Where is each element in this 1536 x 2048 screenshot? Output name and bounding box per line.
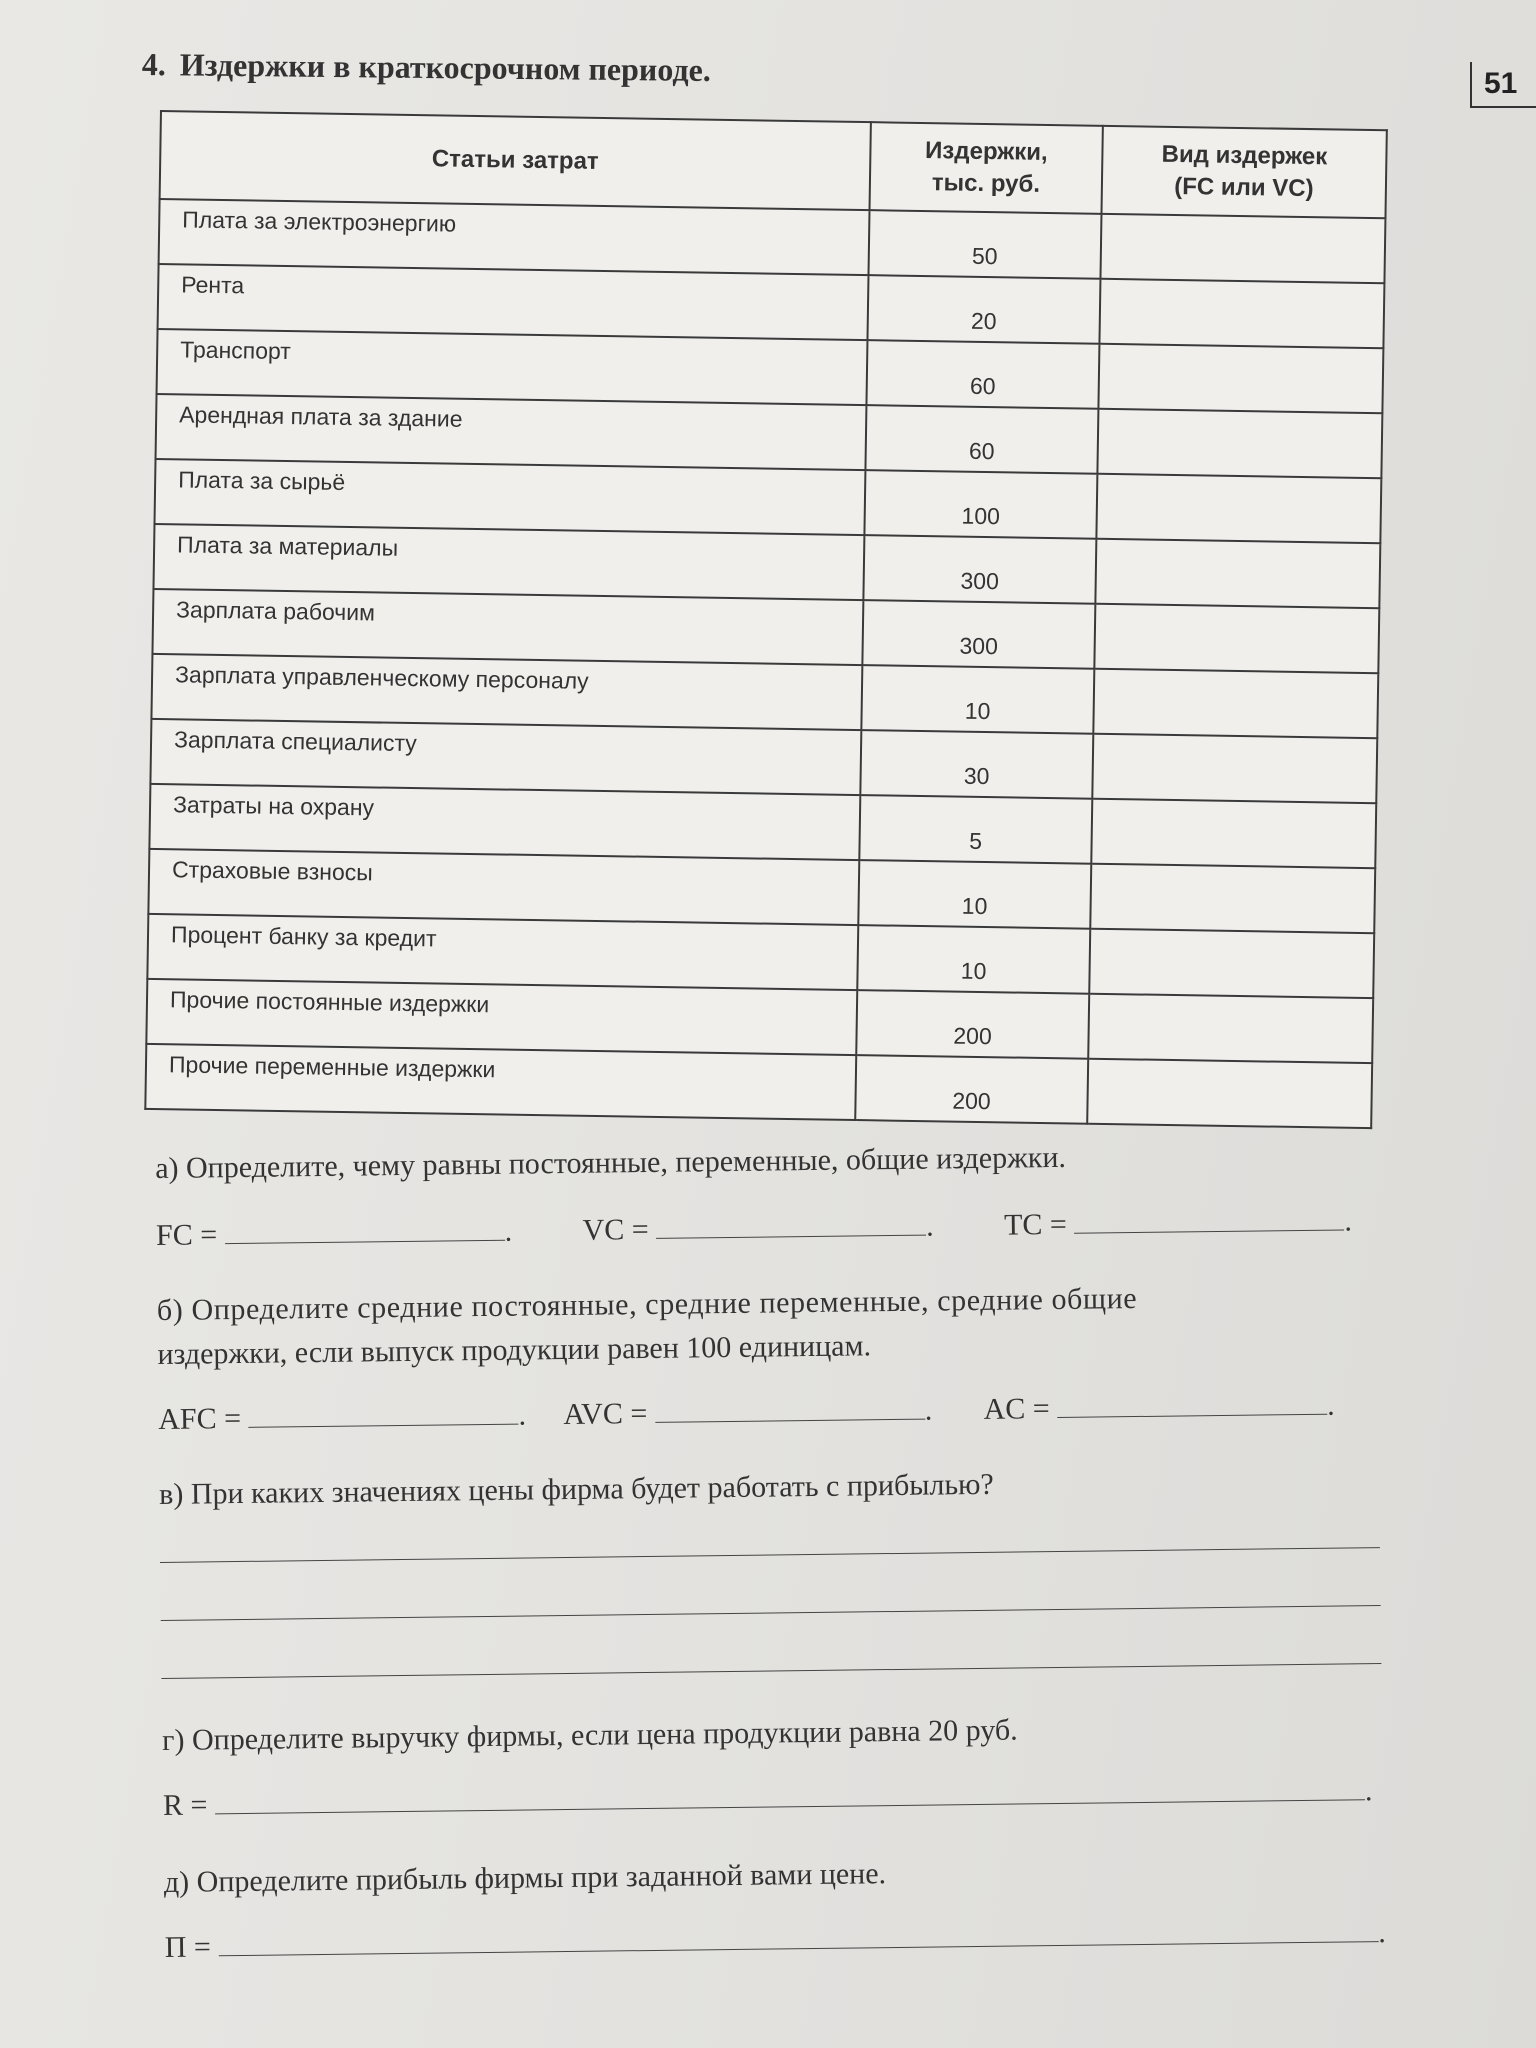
tc-label: TC =: [1003, 1207, 1068, 1242]
row-item: Транспорт: [157, 329, 868, 405]
task-b-text-line1: б) Определите средние постоянные, средние переменные, средние общие: [156, 1282, 1138, 1327]
row-type-cell[interactable]: [1088, 994, 1373, 1063]
row-type-cell[interactable]: [1092, 734, 1377, 803]
row-cost: 10: [858, 860, 1091, 929]
row-item: Процент банку за кредит: [147, 914, 858, 990]
fc-blank[interactable]: [224, 1214, 504, 1244]
avc-label: AVC =: [563, 1397, 648, 1432]
row-item: Плата за материалы: [153, 524, 864, 600]
row-cost: 30: [860, 730, 1093, 799]
task-b-text-line2: издержки, если выпуск продукции равен 100 единицам.: [157, 1329, 872, 1371]
row-item: Плата за сырьё: [154, 459, 865, 535]
task-g-answer: R = .: [162, 1774, 1373, 1822]
row-cost: 10: [861, 665, 1094, 734]
row-type-cell[interactable]: [1097, 409, 1382, 478]
row-cost: 300: [863, 535, 1096, 604]
row-cost: 200: [856, 990, 1089, 1059]
afc-label: AFC =: [158, 1401, 242, 1436]
task-section: [155, 1137, 1395, 1964]
header-item: Статьи затрат: [160, 111, 871, 210]
row-item: Зарплата управленческому персоналу: [151, 654, 862, 730]
page-number: 51: [1470, 62, 1536, 108]
row-type-cell[interactable]: [1090, 864, 1375, 933]
tc-blank[interactable]: [1074, 1203, 1344, 1233]
ac-label: AC =: [983, 1392, 1050, 1426]
row-cost: 20: [867, 275, 1100, 344]
vc-blank[interactable]: [656, 1209, 926, 1239]
header-type-line1: Вид издержек: [1161, 140, 1328, 171]
row-item: Зарплата рабочим: [152, 589, 863, 665]
header-cost-line2: тыс. руб.: [931, 169, 1041, 198]
ac-blank[interactable]: [1057, 1388, 1327, 1418]
r-label: R =: [162, 1788, 208, 1822]
fc-label: FC =: [155, 1218, 218, 1252]
costs-table: [144, 110, 1388, 1129]
task-heading: [142, 46, 711, 89]
header-cost: [870, 122, 1103, 214]
row-item: Зарплата специалисту: [150, 719, 861, 795]
answer-line[interactable]: [161, 1605, 1381, 1621]
row-cost: 200: [855, 1055, 1088, 1124]
row-cost: 60: [865, 405, 1098, 474]
row-cost: 50: [868, 210, 1101, 279]
row-type-cell[interactable]: [1089, 929, 1374, 998]
afc-blank[interactable]: [248, 1398, 518, 1428]
task-a-text: а) Определите, чему равны постоянные, переменные, общие издержки.: [155, 1140, 1067, 1185]
row-item: Прочие переменные издержки: [145, 1044, 856, 1120]
costs-table-wrapper: [144, 110, 1388, 1129]
row-item: Затраты на охрану: [149, 784, 860, 860]
avc-blank[interactable]: [655, 1393, 925, 1423]
row-type-cell[interactable]: [1095, 539, 1380, 608]
row-type-cell[interactable]: [1098, 344, 1383, 413]
header-type-line2: (FC или VC): [1174, 172, 1314, 203]
row-item: Арендная плата за здание: [156, 394, 867, 470]
row-type-cell[interactable]: [1093, 669, 1378, 738]
task-v-text: в) При каких значениях цены фирма будет работать с прибылью?: [158, 1467, 994, 1511]
row-type-cell[interactable]: [1096, 474, 1381, 543]
row-type-cell[interactable]: [1100, 214, 1385, 283]
task-title: Издержки в краткосрочном периоде.: [179, 46, 712, 88]
row-cost: 60: [866, 340, 1099, 409]
task-g-text: г) Определите выручку фирмы, если цена продукции равна 20 руб.: [161, 1713, 1018, 1757]
row-item: Страховые взносы: [148, 849, 859, 925]
row-item: Плата за электроэнергию: [159, 199, 870, 275]
profit-label: П =: [164, 1930, 212, 1964]
task-number: 4.: [141, 46, 166, 83]
profit-blank[interactable]: [218, 1915, 1378, 1956]
answer-line[interactable]: [161, 1663, 1381, 1679]
row-cost: 100: [864, 470, 1097, 539]
header-cost-line1: Издержки,: [924, 137, 1048, 166]
row-cost: 300: [862, 600, 1095, 669]
task-d-text: д) Определите прибыль фирмы при заданной вами цене.: [163, 1857, 887, 1899]
vc-label: VC =: [582, 1212, 649, 1247]
answer-line[interactable]: [160, 1547, 1380, 1563]
row-cost: 5: [859, 795, 1092, 864]
task-a-answers: FC = . VC = . TC = .: [155, 1204, 1353, 1252]
header-type: [1101, 126, 1386, 218]
r-blank[interactable]: [215, 1773, 1365, 1814]
row-type-cell[interactable]: [1094, 604, 1379, 673]
row-item: Прочие постоянные издержки: [146, 979, 857, 1055]
row-type-cell[interactable]: [1087, 1059, 1372, 1128]
row-type-cell[interactable]: [1091, 799, 1376, 868]
task-d-answer: П = .: [164, 1916, 1386, 1964]
row-type-cell[interactable]: [1099, 279, 1384, 348]
task-b-answers: AFC = . AVC = . AC = .: [158, 1388, 1335, 1436]
row-item: Рента: [158, 264, 869, 340]
row-cost: 10: [857, 925, 1090, 994]
